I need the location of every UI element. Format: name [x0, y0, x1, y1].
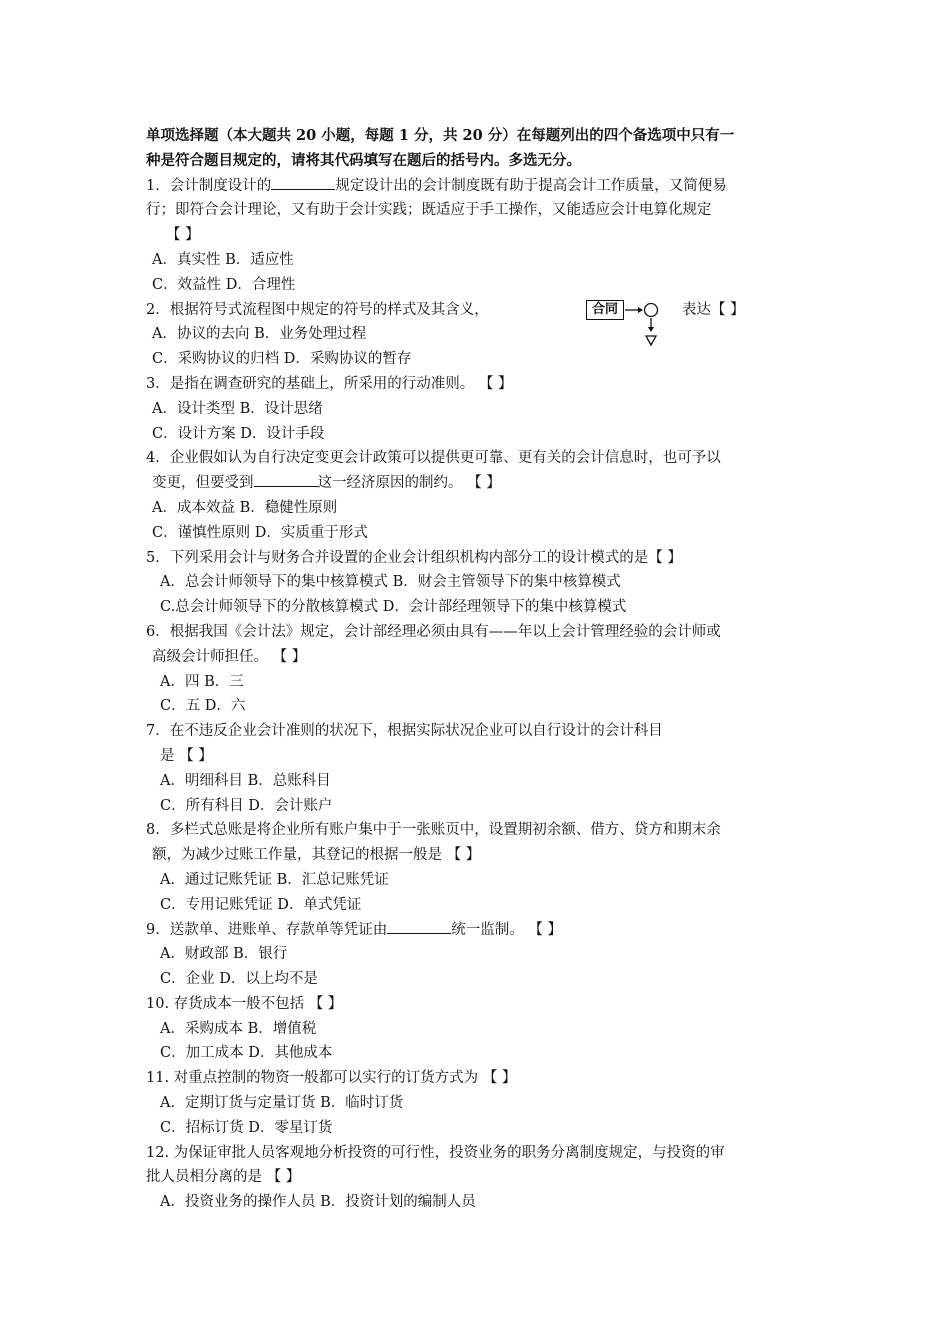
- q4-text-c: 这一经济原因的制约。 【 】: [317, 475, 501, 492]
- q11-options-1: A．定期订货与定量订货 B．临时订货: [160, 1095, 404, 1112]
- q6-options-1: A．四 B．三: [160, 673, 244, 690]
- q11-options-2: C．招标订货 D．零星订货: [160, 1119, 333, 1136]
- q7-line2: 是 【 】: [160, 747, 213, 764]
- q8-line1: 8．多栏式总账是将企业所有账户集中于一张账页中，设置期初余额、借方、贷方和期末余: [146, 822, 721, 839]
- q1-blank: [271, 176, 335, 190]
- q9-text-a: 9．送款单、进账单、存款单等凭证由: [146, 921, 388, 938]
- q3-line1: 3．是指在调查研究的基础上，所采用的行动准则。 【 】: [146, 375, 513, 392]
- q5-line1: 5．下列采用会计与财务合并设置的企业会计组织机构内部分工的设计模式的是【 】: [146, 549, 682, 566]
- exam-page: [146, 124, 808, 1215]
- q6-options-2: C．五 D．六: [160, 698, 246, 715]
- q4-text-b: 变更，但要受到: [152, 475, 254, 492]
- q10-line1: 10. 存货成本一般不包括 【 】: [146, 995, 343, 1012]
- q9-line1: [146, 918, 808, 943]
- q4-blank: [254, 473, 318, 487]
- section-heading-line1: 单项选择题（本大题共 20 小题，每题 1 分，共 20 分）在每题列出的四个备选项中只有一: [146, 127, 735, 144]
- q2-tail-text: 表达【 】: [682, 302, 745, 318]
- q9-text-b: 统一监制。 【 】: [451, 921, 562, 938]
- q1-options-1: A．真实性 B．适应性: [152, 251, 294, 268]
- q1-options-2: C．效益性 D．合理性: [152, 276, 296, 293]
- q9-options-2: C．企业 D．以上均不是: [160, 971, 318, 988]
- q11-line1: 11. 对重点控制的物资一般都可以实行的订货方式为 【 】: [146, 1070, 517, 1087]
- q4-line2: [146, 471, 808, 496]
- q4-line1: 4．企业假如认为自行决定变更会计政策可以提供更可靠、更有关的会计信息时，也可予以: [146, 450, 721, 467]
- q1-bracket: 【 】: [166, 227, 200, 244]
- section-heading-line2: 种是符合题目规定的，请将其代码填写在题后的括号内。多选无分。: [146, 151, 581, 169]
- q10-options-1: A．采购成本 B．增值税: [160, 1020, 317, 1037]
- q9-blank: [387, 920, 451, 934]
- q7-line1: 7．在不违反企业会计准则的状况下，根据实际状况企业可以自行设计的会计科目: [146, 723, 663, 740]
- q6-line2: 高级会计师担任。 【 】: [152, 648, 307, 665]
- q2-line1: 2．根据符号式流程图中规定的符号的样式及其含义，: [146, 301, 489, 318]
- q4-options-2: C．谨慎性原则 D．实质重于形式: [152, 524, 368, 541]
- q3-options-1: A．设计类型 B．设计思绪: [152, 400, 323, 417]
- flow-arrow-icon: [586, 300, 676, 352]
- q7-options-2: C．所有科目 D．会计账户: [160, 797, 333, 814]
- q12-line1: 12. 为保证审批人员客观地分析投资的可行性，投资业务的职务分离制度规定，与投资的审: [146, 1144, 725, 1161]
- q4-options-1: A．成本效益 B．稳健性原则: [152, 499, 338, 516]
- q3-options-2: C．设计方案 D．设计手段: [152, 425, 325, 442]
- q2-options-1: A．协议的去向 B．业务处理过程: [152, 326, 367, 343]
- q12-options-1: A．投资业务的操作人员 B．投资计划的编制人员: [160, 1194, 476, 1211]
- q5-options-1: A．总会计师领导下的集中核算模式 B．财会主管领导下的集中核算模式: [160, 574, 621, 591]
- q1-text-a: 1．会计制度设计的: [146, 177, 272, 194]
- q2-options-2: C．采购协议的归档 D．采购协议的暂存: [152, 351, 412, 368]
- q8-line2: 额，为减少过账工作量，其登记的根据一般是 【 】: [152, 847, 481, 864]
- q6-line1: 6．根据我国《会计法》规定，会计部经理必须由具有——年以上会计管理经验的会计师或: [146, 623, 721, 640]
- q7-options-1: A．明细科目 B．总账科目: [160, 772, 331, 789]
- q1-line2: 行；即符合会计理论，又有助于会计实践；既适应于手工操作，又能适应会计电算化规定: [146, 202, 712, 219]
- q8-options-2: C．专用记账凭证 D．单式凭证: [160, 896, 362, 913]
- q5-options-2: C.总会计师领导下的分散核算模式 D．会计部经理领导下的集中核算模式: [160, 599, 627, 616]
- q2-flowchart-symbol: [586, 300, 676, 352]
- q8-options-1: A．通过记账凭证 B．汇总记账凭证: [160, 871, 389, 888]
- q9-options-1: A．财政部 B．银行: [160, 946, 288, 963]
- q1-text-b: 规定设计出的会计制度既有助于提高会计工作质量，又简便易: [335, 177, 727, 194]
- q1-line1: [146, 174, 808, 199]
- q12-line2: 批人员相分离的是 【 】: [146, 1169, 301, 1186]
- contract-document-box: 合同: [586, 300, 624, 320]
- q10-options-2: C．加工成本 D．其他成本: [160, 1045, 333, 1062]
